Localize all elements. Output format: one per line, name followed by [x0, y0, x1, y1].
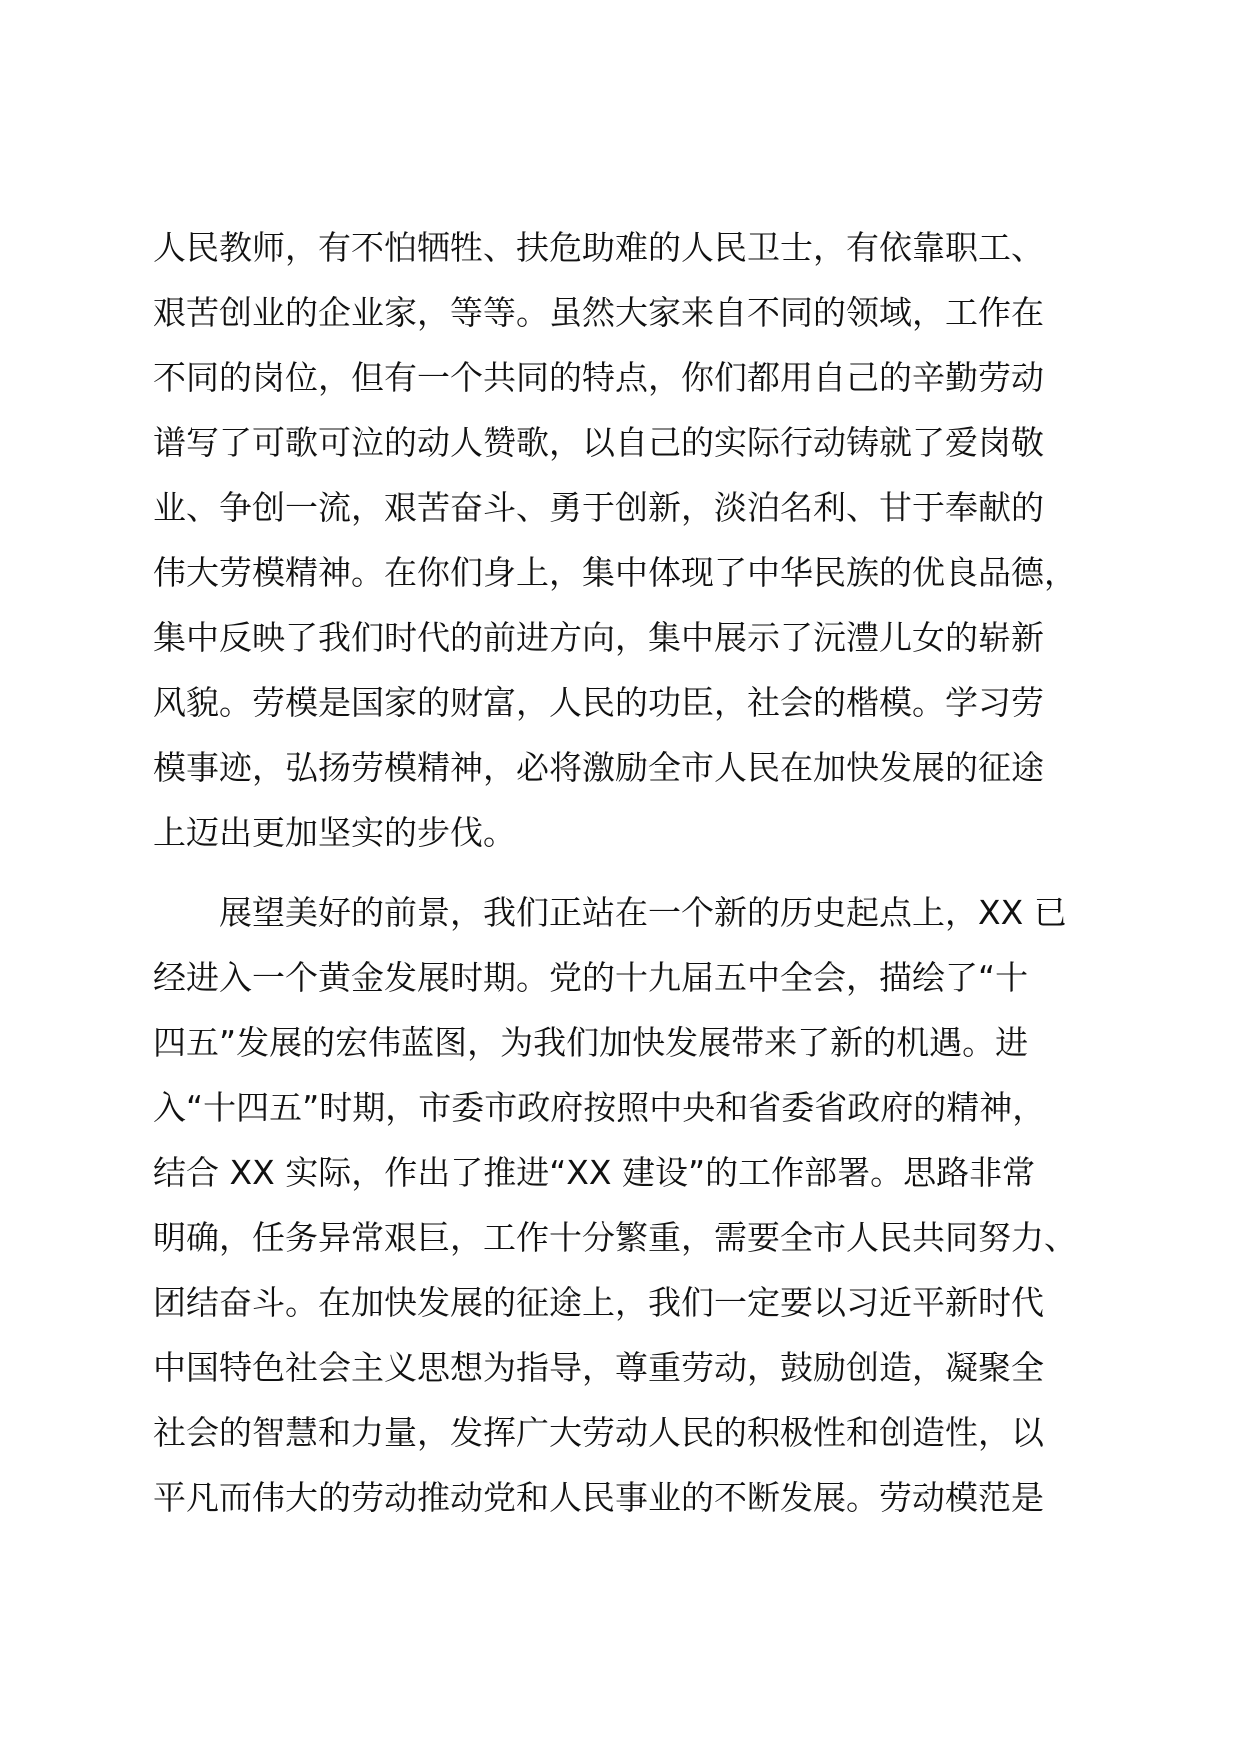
text-line: 伟大劳模精神。在你们身上，集中体现了中华民族的优良品德，: [153, 553, 1077, 592]
text-line: 平凡而伟大的劳动推动党和人民事业的不断发展。劳动模范是: [153, 1478, 1044, 1517]
text-line: 不同的岗位，但有一个共同的特点，你们都用自己的辛勤劳动: [153, 358, 1044, 397]
text-line: 上迈出更加坚实的步伐。: [153, 813, 516, 852]
text-line: 结合 XX 实际，作出了推进“XX 建设”的工作部署。思路非常: [153, 1153, 1036, 1192]
text-line: 展望美好的前景，我们正站在一个新的历史起点上，XX 已: [219, 893, 1067, 932]
text-line: 人民教师，有不怕牺牲、扶危助难的人民卫士，有依靠职工、: [153, 228, 1044, 267]
text-line: 艰苦创业的企业家，等等。虽然大家来自不同的领域，工作在: [153, 293, 1044, 332]
text-line: 中国特色社会主义思想为指导，尊重劳动，鼓励创造，凝聚全: [153, 1348, 1044, 1387]
text-line: 入“十四五”时期，市委市政府按照中央和省委省政府的精神，: [153, 1088, 1046, 1127]
text-line: 经进入一个黄金发展时期。党的十九届五中全会，描绘了“十: [153, 958, 1029, 997]
text-line: 模事迹，弘扬劳模精神，必将激励全市人民在加快发展的征途: [153, 748, 1044, 787]
text-line: 四五”发展的宏伟蓝图，为我们加快发展带来了新的机遇。进: [153, 1023, 1029, 1062]
paragraph-1: [153, 215, 1113, 865]
text-line: 风貌。劳模是国家的财富，人民的功臣，社会的楷模。学习劳: [153, 683, 1044, 722]
paragraph-2: [153, 880, 1113, 1530]
text-line: 业、争创一流，艰苦奋斗、勇于创新，淡泊名利、甘于奉献的: [153, 488, 1044, 527]
text-line: 谱写了可歌可泣的动人赞歌，以自己的实际行动铸就了爱岗敬: [153, 423, 1044, 462]
text-line: 集中反映了我们时代的前进方向，集中展示了沅澧儿女的崭新: [153, 618, 1044, 657]
text-line: 明确，任务异常艰巨，工作十分繁重，需要全市人民共同努力、: [153, 1218, 1077, 1257]
text-line: 团结奋斗。在加快发展的征途上，我们一定要以习近平新时代: [153, 1283, 1044, 1322]
text-line: 社会的智慧和力量，发挥广大劳动人民的积极性和创造性，以: [153, 1413, 1044, 1452]
